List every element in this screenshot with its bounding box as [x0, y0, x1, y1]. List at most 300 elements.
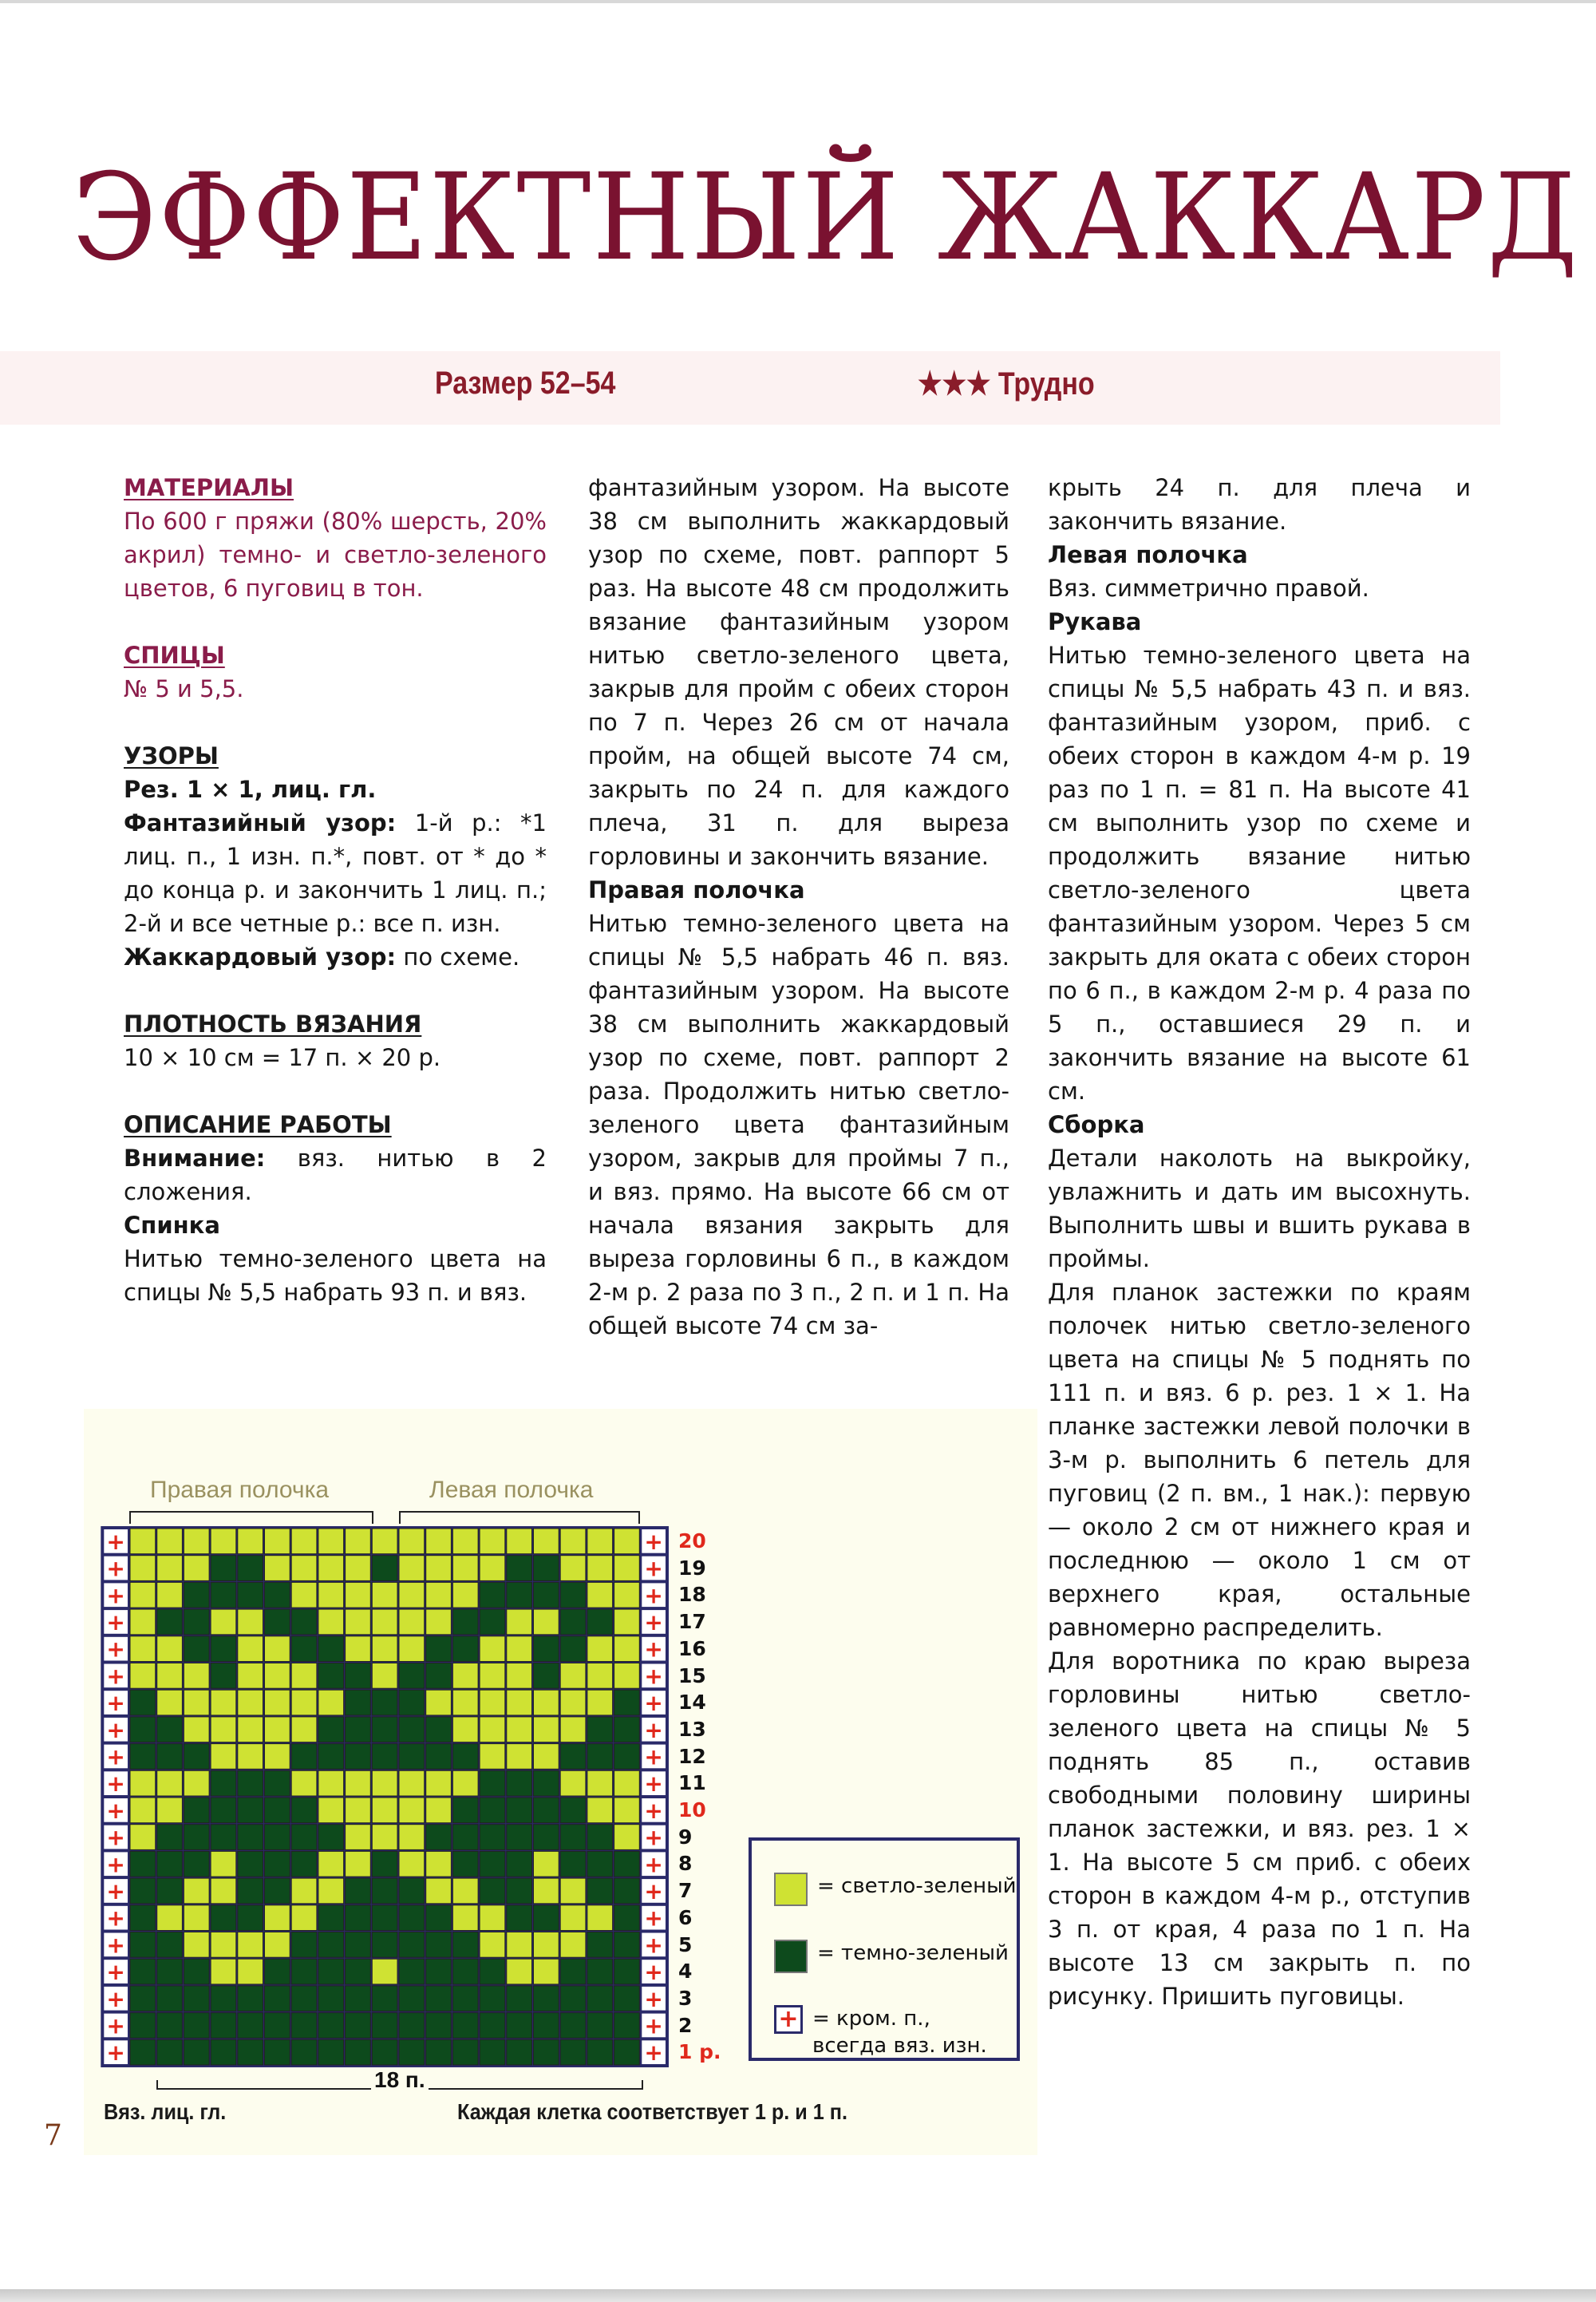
cell-dark — [587, 1932, 613, 1958]
cell-light — [238, 1744, 263, 1770]
cell-dark — [426, 1932, 452, 1958]
cell-dark — [534, 1770, 559, 1796]
cell-dark — [130, 1878, 156, 1904]
cell-light — [130, 1798, 156, 1823]
cell-light — [157, 1636, 183, 1662]
bracket-label-right-front: Правая полочка — [150, 1477, 330, 1503]
cell-light — [291, 1905, 317, 1931]
cell-dark — [452, 1609, 478, 1635]
cell-dark — [157, 2039, 183, 2065]
plus-icon: + — [644, 1608, 663, 1636]
cell-dark — [614, 1932, 640, 1958]
cell-dark — [318, 1717, 344, 1742]
cell-dark — [399, 1663, 425, 1689]
cell-light — [399, 1556, 425, 1581]
cell-dark — [372, 1556, 397, 1581]
cell-dark — [399, 1932, 425, 1958]
materials-heading: МАТЕРИАЛЫ — [124, 474, 294, 501]
cell-light — [560, 1717, 586, 1742]
back-heading: Спинка — [124, 1212, 220, 1239]
legend-item-dark — [774, 1940, 1009, 1973]
right-front-heading: Правая полочка — [588, 876, 805, 904]
cell-dark — [157, 1717, 183, 1742]
cell-light — [211, 1690, 236, 1715]
cell-dark — [184, 1609, 209, 1635]
plus-icon: + — [644, 1555, 663, 1582]
cell-dark — [560, 1798, 586, 1823]
cell-dark — [452, 1986, 478, 2011]
cell-dark — [238, 1798, 263, 1823]
cell-dark — [614, 1851, 640, 1877]
cell-light — [507, 1744, 532, 1770]
cell-light — [238, 1690, 263, 1715]
cell-dark — [507, 1878, 532, 1904]
cell-light — [399, 1636, 425, 1662]
cell-light — [291, 1582, 317, 1608]
cell-light — [318, 1690, 344, 1715]
cell-light — [452, 1770, 478, 1796]
dark-green-swatch — [774, 1940, 808, 1973]
cell-light — [507, 1932, 532, 1958]
left-front-heading: Левая полочка — [1048, 541, 1248, 568]
plus-icon: + — [644, 1932, 663, 1959]
cell-light — [238, 1932, 263, 1958]
cell-dark — [399, 1905, 425, 1931]
cell-light — [265, 1932, 290, 1958]
size-label: Размер 52–54 — [435, 366, 616, 401]
page-title: ЭФФЕКТНЫЙ ЖАККАРД — [72, 148, 1579, 287]
cell-dark — [238, 1770, 263, 1796]
cell-light — [130, 1825, 156, 1850]
caption-stockinette: Вяз. лиц. гл. — [104, 2099, 227, 2124]
cell-light — [560, 1556, 586, 1581]
cell-light — [507, 1717, 532, 1742]
cell-light — [130, 1582, 156, 1608]
cell-dark — [318, 1932, 344, 1958]
cell-dark — [130, 2013, 156, 2039]
cell-light — [130, 1663, 156, 1689]
cell-dark — [291, 1986, 317, 2011]
right-front-text: Нитью темно-зеленого цвета на спицы № 5,5 набрать 46 п. вяз. фантазийным узором. На высоте 38 см выполнить жаккардовый узор по схеме, повт. раппорт 2 раза. Продолжить нитью светло-зеленого цвета фантазийным узором, закрыв для проймы 7 п., и вяз. прямо. На высоте 66 см от начала вязания закрыть для выреза горловины 6 п., в каждом 2-м р. 2 раза по 3 п., 2 п. и 1 п. На общей высоте 74 см за- — [588, 910, 1009, 1339]
materials-text: По 600 г пряжи (80% шерсть, 20% акрил) темно- и светло-зеленого цветов, 6 пуговиц в тон. — [124, 508, 547, 602]
cell-light — [426, 1770, 452, 1796]
plus-icon: + — [106, 1959, 125, 1986]
cell-dark — [130, 1959, 156, 1984]
cell-light — [291, 1770, 317, 1796]
cell-light — [560, 1663, 586, 1689]
cell-dark — [452, 2013, 478, 2039]
cell-dark — [265, 1582, 290, 1608]
cell-dark — [587, 2039, 613, 2065]
cell-light — [426, 1851, 452, 1877]
cell-light — [426, 1556, 452, 1581]
gauge-text: 10 × 10 см = 17 п. × 20 р. — [124, 1044, 441, 1071]
row-number-label: 18 — [678, 1583, 706, 1607]
cell-light — [346, 1556, 371, 1581]
cell-light — [452, 1878, 478, 1904]
cell-light — [587, 1529, 613, 1554]
cell-dark — [130, 1744, 156, 1770]
row-number-label: 1 р. — [678, 2040, 721, 2064]
jacquard-label: Жаккардовый узор: — [124, 943, 397, 971]
cell-light — [318, 1770, 344, 1796]
cell-light — [614, 1556, 640, 1581]
cell-dark — [184, 2039, 209, 2065]
right-front-cont: крыть 24 п. для плеча и закончить вязание. — [1048, 474, 1471, 535]
cell-light — [157, 1582, 183, 1608]
cell-light — [399, 1798, 425, 1823]
cell-light — [480, 1663, 505, 1689]
cell-light — [587, 1690, 613, 1715]
cell-dark — [452, 2039, 478, 2065]
cell-dark — [184, 1825, 209, 1850]
cell-dark — [291, 1744, 317, 1770]
cell-dark — [452, 1959, 478, 1984]
cell-light — [265, 1663, 290, 1689]
cell-light — [587, 1770, 613, 1796]
cell-light — [372, 1959, 397, 1984]
cell-light — [507, 1959, 532, 1984]
cell-light — [452, 1663, 478, 1689]
cell-dark — [534, 1636, 559, 1662]
cell-light — [372, 1582, 397, 1608]
bracket-label-left-front: Левая полочка — [429, 1477, 594, 1503]
cell-dark — [534, 1825, 559, 1850]
gauge-heading: ПЛОТНОСТЬ ВЯЗАНИЯ — [124, 1011, 422, 1038]
cell-dark — [184, 1986, 209, 2011]
sleeves-heading: Рукава — [1048, 608, 1142, 635]
star-icon: ★★★ — [918, 366, 991, 401]
cell-dark — [587, 1959, 613, 1984]
row-number-label: 4 — [678, 1960, 693, 1984]
legend-item-light — [774, 1873, 1017, 1906]
cell-dark — [157, 1609, 183, 1635]
cell-dark — [265, 1851, 290, 1877]
attention-label: Внимание: — [124, 1145, 266, 1172]
cell-dark — [291, 1932, 317, 1958]
cell-light — [211, 1878, 236, 1904]
cell-light — [265, 1556, 290, 1581]
cell-light — [265, 1690, 290, 1715]
cell-light — [184, 1556, 209, 1581]
cell-dark — [507, 1582, 532, 1608]
cell-light — [614, 1825, 640, 1850]
left-front-text: Вяз. симметрично правой. — [1048, 575, 1369, 602]
assembly-p2: Для планок застежки по краям полочек нитью светло-зеленого цвета на спицы № 5 поднять по 111 п. и вяз. 6 р. рез. 1 × 1. На планке застежки левой полочки в 3-м р. выполнить 6 петель для пуговиц (2 п. вм., 1 нак.): первую — около 2 см от нижнего края и последнюю — около 1 см от верхнего края, остальные равномерно распределить. — [1048, 1279, 1471, 1641]
plus-icon: + — [106, 1985, 125, 2012]
cell-dark — [238, 1556, 263, 1581]
plus-icon: + — [644, 1528, 663, 1555]
cell-dark — [534, 2039, 559, 2065]
cell-dark — [426, 1959, 452, 1984]
cell-light — [480, 1717, 505, 1742]
cell-light — [372, 1636, 397, 1662]
cell-light — [211, 1529, 236, 1554]
cell-dark — [452, 1825, 478, 1850]
cell-dark — [560, 1636, 586, 1662]
plus-icon: + — [644, 1904, 663, 1932]
plus-icon: + — [644, 1582, 663, 1609]
plus-icon: + — [106, 2039, 125, 2067]
cell-light — [587, 1582, 613, 1608]
cell-dark — [587, 1825, 613, 1850]
cell-light — [184, 1770, 209, 1796]
cell-light — [534, 1851, 559, 1877]
cell-light — [480, 1690, 505, 1715]
plus-icon: + — [106, 1690, 125, 1717]
cell-light — [560, 1905, 586, 1931]
cell-light — [614, 1770, 640, 1796]
plus-icon: + — [106, 1851, 125, 1878]
cell-dark — [238, 1905, 263, 1931]
cell-dark — [211, 2013, 236, 2039]
cell-dark — [587, 1609, 613, 1635]
cell-dark — [211, 1636, 236, 1662]
cell-dark — [318, 1744, 344, 1770]
plus-icon: + — [644, 1663, 663, 1690]
cell-dark — [426, 1744, 452, 1770]
cell-light — [614, 1609, 640, 1635]
plus-icon: + — [644, 1877, 663, 1904]
cell-light — [534, 1744, 559, 1770]
cell-dark — [614, 2039, 640, 2065]
cell-dark — [184, 2013, 209, 2039]
cell-dark — [480, 1609, 505, 1635]
cell-light — [534, 1878, 559, 1904]
cell-light — [614, 1663, 640, 1689]
cell-dark — [507, 2013, 532, 2039]
cell-dark — [291, 1851, 317, 1877]
cell-dark — [614, 1986, 640, 2011]
cell-dark — [211, 1556, 236, 1581]
cell-light — [211, 1851, 236, 1877]
cell-light — [184, 1932, 209, 1958]
cell-light — [157, 1556, 183, 1581]
assembly-p1: Детали наколоть на выкройку, увлажнить и дать им высохнуть. Выполнить швы и вшить рукава в проймы. — [1048, 1145, 1471, 1272]
cell-dark — [211, 1663, 236, 1689]
cell-dark — [211, 1798, 236, 1823]
cell-light — [534, 1690, 559, 1715]
cell-light — [372, 1770, 397, 1796]
cell-light — [399, 1770, 425, 1796]
cell-dark — [238, 2013, 263, 2039]
plus-icon: + — [106, 1797, 125, 1824]
cell-light — [291, 1717, 317, 1742]
cell-dark — [372, 1905, 397, 1931]
legend-label: = темно-зеленый — [817, 1941, 1009, 1965]
legend-label: = светло-зеленый — [817, 1874, 1017, 1898]
cell-light — [507, 1529, 532, 1554]
row-number-label: 7 — [678, 1879, 693, 1903]
cell-light — [372, 1529, 397, 1554]
cell-dark — [480, 2013, 505, 2039]
cell-dark — [291, 1825, 317, 1850]
cell-dark — [238, 1582, 263, 1608]
plus-icon: + — [106, 1770, 125, 1798]
chart-legend — [749, 1837, 1020, 2061]
cell-light — [426, 1582, 452, 1608]
cell-light — [399, 1529, 425, 1554]
cell-dark — [157, 1959, 183, 1984]
cell-dark — [614, 2013, 640, 2039]
cell-light — [614, 1529, 640, 1554]
cell-dark — [265, 1609, 290, 1635]
cell-dark — [211, 1582, 236, 1608]
cell-light — [587, 1636, 613, 1662]
cell-dark — [560, 2039, 586, 2065]
cell-light — [238, 1609, 263, 1635]
cell-dark — [399, 1744, 425, 1770]
assembly-p3: Для воротника по краю выреза горловины нитью светло-зеленого цвета на спицы № 5 поднять 85 п., оставив свободными половину ширины планок застежки, и вяз. рез. 1 × 1. На высоте 5 см приб. с обеих сторон в каждом 4-м р., отступив 3 п. от края, 4 раза по 1 п. На высоте 13 см закрыть п. по рисунку. Пришить пуговицы. — [1048, 1647, 1471, 2010]
cell-dark — [507, 1798, 532, 1823]
cell-dark — [265, 2013, 290, 2039]
jacquard-text: по схеме. — [396, 943, 520, 971]
cell-dark — [507, 1851, 532, 1877]
cell-dark — [587, 1851, 613, 1877]
repeat-label: 18 п. — [371, 2067, 429, 2093]
cell-dark — [560, 1851, 586, 1877]
cell-light — [265, 1744, 290, 1770]
cell-light — [560, 1878, 586, 1904]
cell-dark — [318, 1825, 344, 1850]
cell-dark — [211, 1986, 236, 2011]
cell-dark — [318, 2013, 344, 2039]
cell-dark — [560, 1609, 586, 1635]
cell-dark — [372, 1717, 397, 1742]
row-number-label: 12 — [678, 1744, 706, 1768]
cell-light — [372, 1825, 397, 1850]
cell-dark — [480, 1986, 505, 2011]
cell-dark — [372, 1690, 397, 1715]
cell-dark — [452, 1851, 478, 1877]
cell-dark — [211, 2039, 236, 2065]
cell-light — [399, 1851, 425, 1877]
cell-dark — [534, 1905, 559, 1931]
needles-heading: СПИЦЫ — [124, 642, 225, 669]
cell-dark — [346, 1717, 371, 1742]
cell-dark — [587, 2013, 613, 2039]
cell-light — [291, 1663, 317, 1689]
cell-dark — [534, 1663, 559, 1689]
cell-dark — [587, 1717, 613, 1742]
cell-dark — [318, 1663, 344, 1689]
cell-light — [399, 1582, 425, 1608]
plus-icon: + — [106, 1743, 125, 1770]
row-number-label: 3 — [678, 1986, 693, 2010]
cell-light — [184, 1690, 209, 1715]
cell-dark — [614, 1717, 640, 1742]
cell-light — [426, 1609, 452, 1635]
cell-dark — [372, 1932, 397, 1958]
page-number: 7 — [44, 2119, 62, 2152]
cell-dark — [507, 1986, 532, 2011]
cell-light — [130, 1556, 156, 1581]
cell-dark — [346, 1744, 371, 1770]
cell-dark — [426, 1986, 452, 2011]
cell-dark — [426, 2039, 452, 2065]
cell-dark — [614, 1878, 640, 1904]
cell-dark — [587, 1986, 613, 2011]
cell-dark — [238, 1851, 263, 1877]
cell-light — [480, 1932, 505, 1958]
cell-dark — [346, 2039, 371, 2065]
cell-light — [157, 1690, 183, 1715]
cell-dark — [318, 1905, 344, 1931]
cell-light — [184, 1529, 209, 1554]
cell-dark — [238, 2039, 263, 2065]
cell-light — [157, 1798, 183, 1823]
cell-light — [238, 1663, 263, 1689]
cell-dark — [507, 2039, 532, 2065]
cell-light — [318, 1582, 344, 1608]
cell-light — [346, 1770, 371, 1796]
cell-dark — [291, 1609, 317, 1635]
cell-dark — [560, 1825, 586, 1850]
cell-light — [130, 1636, 156, 1662]
sleeves-text: Нитью темно-зеленого цвета на спицы № 5,5 набрать 43 п. и вяз. фантазийным узором, приб. с обеих сторон в каждом 4-м р. 19 раз по 1 п. = 81 п. На высоте 41 см выполнить узор по схеме и продолжить вязание нитью светло-зеленого цвета фантазийным узором. Через 5 см закрыть для оката с обеих сторон по 6 п., в каждом 2-м р. 4 раза по 5 п., оставшиеся 29 п. и закончить вязание на высоте 61 см. — [1048, 642, 1471, 1105]
plus-icon: + — [644, 1797, 663, 1824]
cell-light — [480, 1529, 505, 1554]
cell-light — [587, 1905, 613, 1931]
cell-light — [587, 1798, 613, 1823]
pattern-rib: Рез. 1 × 1, лиц. гл. — [124, 776, 377, 803]
cell-dark — [130, 1851, 156, 1877]
cell-light — [318, 1609, 344, 1635]
cell-dark — [265, 1770, 290, 1796]
cell-light — [507, 1663, 532, 1689]
row-number-label: 17 — [678, 1610, 706, 1634]
cell-dark — [157, 1986, 183, 2011]
cell-dark — [480, 1959, 505, 1984]
cell-light — [184, 1717, 209, 1742]
cell-dark — [452, 1636, 478, 1662]
cell-dark — [184, 1798, 209, 1823]
cell-light — [452, 1905, 478, 1931]
cell-dark — [534, 1986, 559, 2011]
cell-dark — [184, 1851, 209, 1877]
cell-dark — [130, 1986, 156, 2011]
cell-light — [534, 1609, 559, 1635]
cell-dark — [130, 1717, 156, 1742]
cell-light — [211, 1744, 236, 1770]
row-number-label: 14 — [678, 1691, 706, 1715]
cell-light — [560, 1529, 586, 1554]
cell-dark — [346, 1932, 371, 1958]
cell-light — [587, 1556, 613, 1581]
cell-light — [426, 1798, 452, 1823]
row-number-label: 20 — [678, 1529, 706, 1552]
cell-dark — [265, 1986, 290, 2011]
cell-dark — [587, 1744, 613, 1770]
cell-dark — [265, 1959, 290, 1984]
cell-dark — [372, 2039, 397, 2065]
cell-dark — [372, 1878, 397, 1904]
cell-light — [211, 1932, 236, 1958]
cell-light — [426, 1690, 452, 1715]
cell-dark — [130, 1690, 156, 1715]
cell-dark — [346, 1959, 371, 1984]
cell-light — [130, 1609, 156, 1635]
cell-light — [480, 1744, 505, 1770]
row-number-label: 16 — [678, 1636, 706, 1660]
cell-light — [318, 1878, 344, 1904]
plus-icon: + — [106, 2012, 125, 2039]
plus-icon: + — [644, 1636, 663, 1663]
cell-light — [238, 1529, 263, 1554]
cell-dark — [318, 1986, 344, 2011]
cell-dark — [426, 1663, 452, 1689]
plus-icon: + — [644, 1743, 663, 1770]
